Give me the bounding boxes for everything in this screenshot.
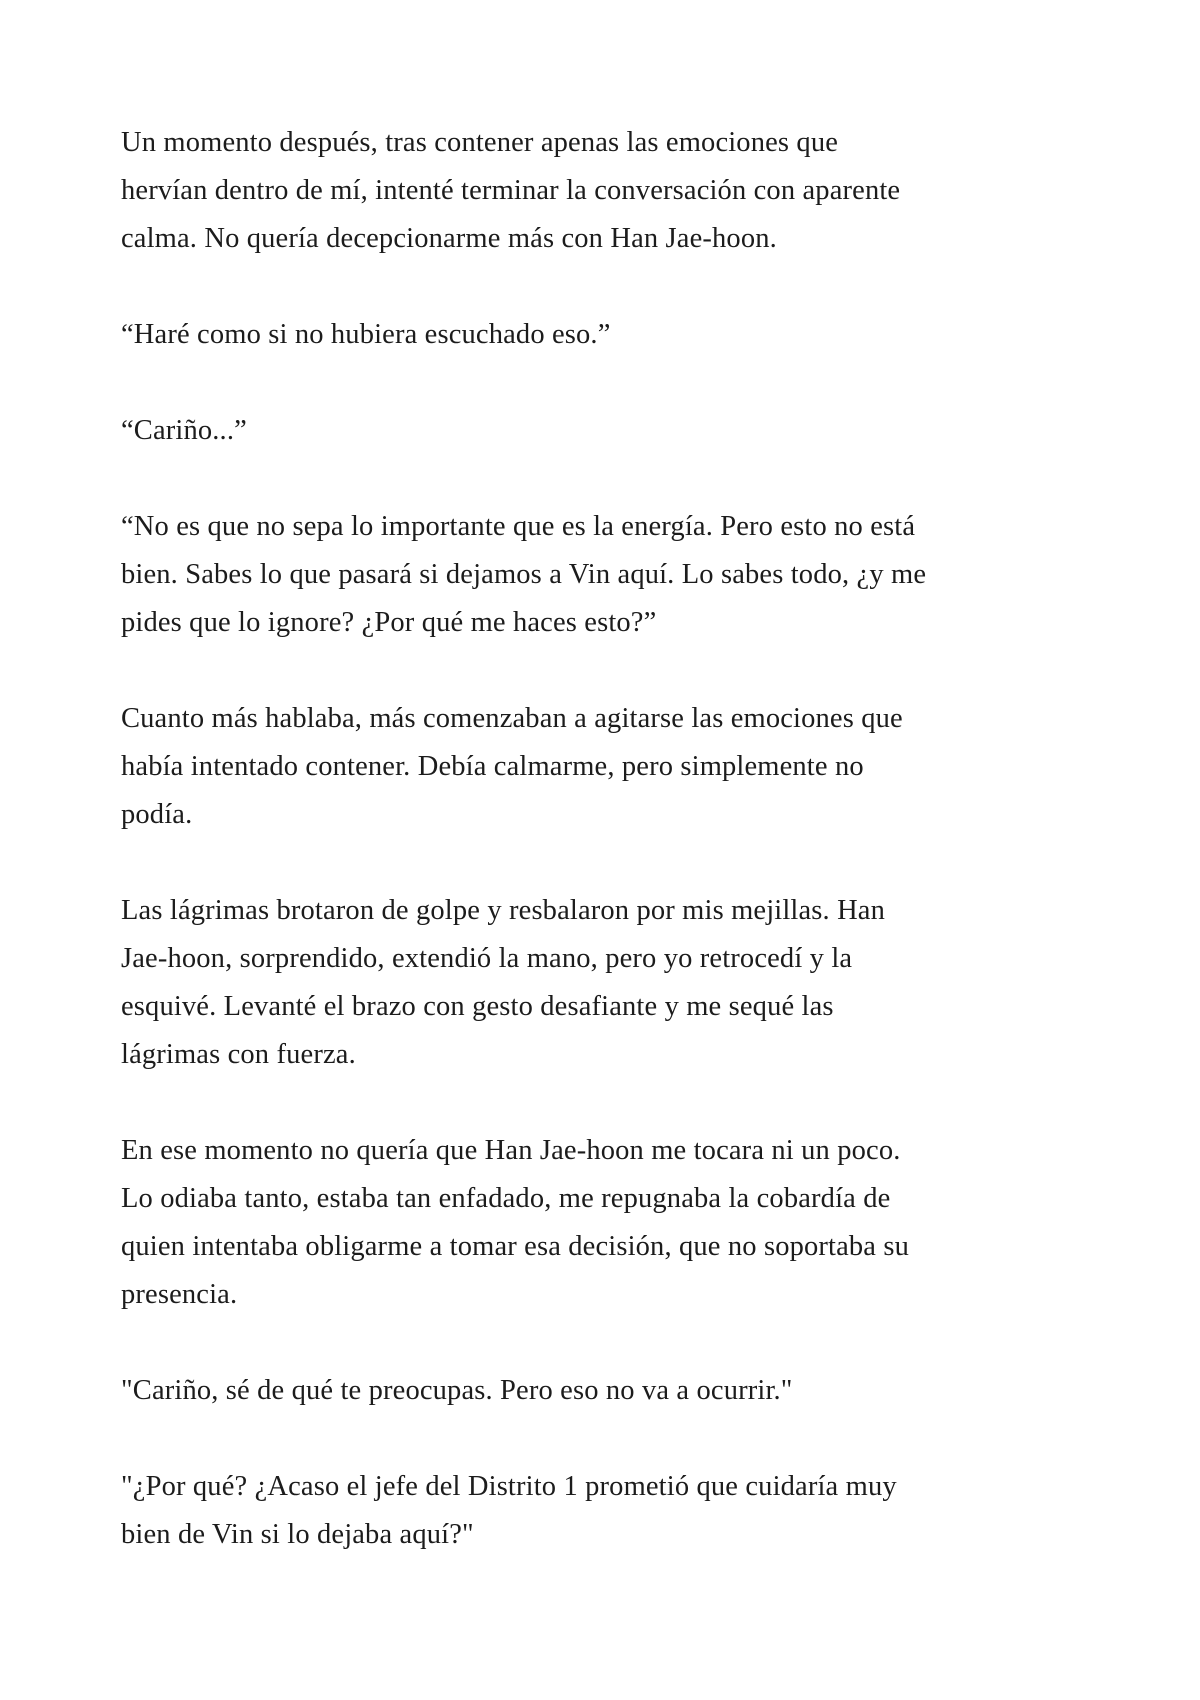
text-line: podía. bbox=[121, 799, 193, 830]
text-line: bien. Sabes lo que pasará si dejamos a Vin aquí. Lo sabes todo, ¿y me bbox=[121, 559, 927, 590]
text-line: Un momento después, tras contener apenas las emociones que bbox=[121, 127, 839, 158]
text-line: Cuanto más hablaba, más comenzaban a agitarse las emociones que bbox=[121, 703, 903, 734]
paragraph-narration-3 bbox=[121, 887, 1101, 1079]
text-line: había intentado contener. Debía calmarme, pero simplemente no bbox=[121, 751, 864, 782]
text-line: "¿Por qué? ¿Acaso el jefe del Distrito 1 prometió que cuidaría muy bbox=[121, 1471, 897, 1502]
paragraph-dialogue-2 bbox=[121, 407, 1101, 455]
text-line: Lo odiaba tanto, estaba tan enfadado, me repugnaba la cobardía de bbox=[121, 1183, 891, 1214]
text-line: “No es que no sepa lo importante que es la energía. Pero esto no está bbox=[121, 511, 916, 542]
paragraph-dialogue-5 bbox=[121, 1463, 1101, 1559]
paragraph-narration-4 bbox=[121, 1127, 1101, 1319]
paragraph-narration-2 bbox=[121, 695, 1101, 839]
paragraph-dialogue-4 bbox=[121, 1367, 1101, 1415]
text-line: hervían dentro de mí, intenté terminar la conversación con aparente bbox=[121, 175, 901, 206]
paragraph-dialogue-1 bbox=[121, 311, 1101, 359]
paragraph-dialogue-3 bbox=[121, 503, 1101, 647]
text-line: En ese momento no quería que Han Jae-hoon me tocara ni un poco. bbox=[121, 1135, 901, 1166]
text-line: lágrimas con fuerza. bbox=[121, 1039, 356, 1070]
text-line: quien intentaba obligarme a tomar esa decisión, que no soportaba su bbox=[121, 1231, 910, 1262]
text-line: “Cariño...” bbox=[121, 415, 247, 446]
text-line: “Haré como si no hubiera escuchado eso.” bbox=[121, 319, 611, 350]
paragraph-narration-1 bbox=[121, 119, 1101, 263]
text-line: presencia. bbox=[121, 1279, 238, 1310]
text-line: Las lágrimas brotaron de golpe y resbalaron por mis mejillas. Han bbox=[121, 895, 885, 926]
text-line: esquivé. Levanté el brazo con gesto desafiante y me sequé las bbox=[121, 991, 834, 1022]
text-line: "Cariño, sé de qué te preocupas. Pero eso no va a ocurrir." bbox=[121, 1375, 793, 1406]
text-line: Jae-hoon, sorprendido, extendió la mano, pero yo retrocedí y la bbox=[121, 943, 853, 974]
text-line: bien de Vin si lo dejaba aquí?" bbox=[121, 1519, 474, 1550]
text-line: pides que lo ignore? ¿Por qué me haces esto?” bbox=[121, 607, 657, 638]
text-line: calma. No quería decepcionarme más con Han Jae-hoon. bbox=[121, 223, 777, 254]
document-page bbox=[121, 119, 1101, 1559]
